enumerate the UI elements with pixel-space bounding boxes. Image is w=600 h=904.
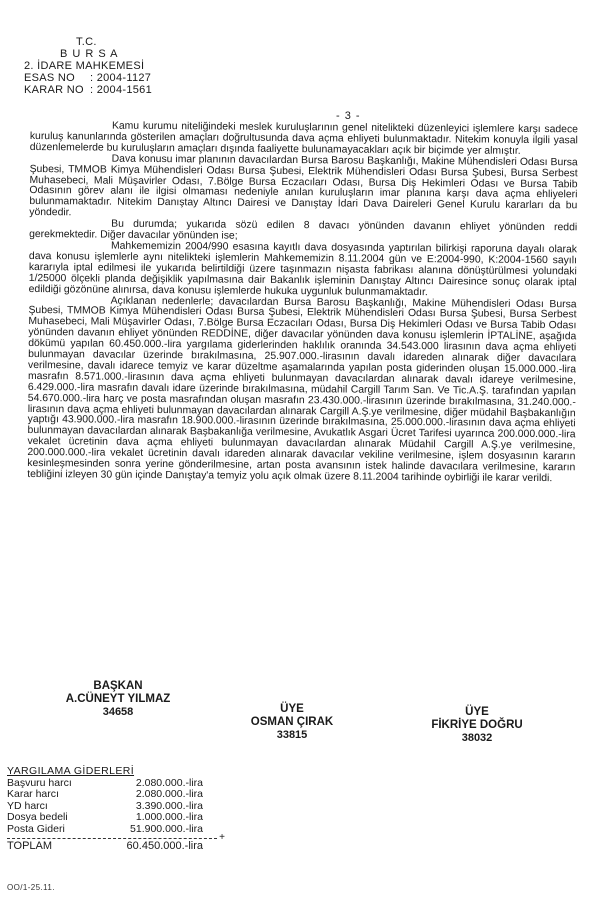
- cost-row: [7, 824, 227, 836]
- header-city: B U R S A: [60, 48, 119, 60]
- total-value: 60.450.000.-lira: [126, 839, 203, 852]
- signature-number: 34658: [102, 706, 134, 718]
- header-court: 2. İDARE MAHKEMESİ: [24, 60, 145, 72]
- cost-label: YD harcı: [7, 799, 48, 812]
- signature-role: BAŞKAN: [93, 680, 143, 692]
- paragraph: Dava konusu imar planının davacılardan Bursa Barosu Başkanlığı, Makine Mühendisleri Odası Bursa Şubesi, TMMOB Kimya Mühendisleri Odası Bursa Şubesi, Elektrik Mühendisleri Odası Bursa Şubesi, Bursa Serbest Muhasebeci, Mali Müşavirler Odası, 7.Bölge Bursa Eczacıları Odası, Bursa Diş Hekimleri Odası ve Bursa Tabib Odasının görev alanı ile ilgisi olmaması nedeniyle anılan kuruluşların imar planına karşı dava açma ehliyeleri bulunmamaktadır. Nitekim Danıştay Altıncı Dairesi ve Danıştay İdari Dava Daireleri Genel Kurulu kararları da bu yöndedir.: [29, 153, 578, 219]
- paragraph: Kamu kurumu niteliğindeki meslek kuruluşlarının genel nitelikteki düzenleyici işlemlere karşı sadece kuruluş kanunlarında gösterilen amaçları doğrultusunda dava açma ehliyeti bulunmaktadır. Nitekim konuyla ilgili yasal düzenlemelerde bu kuruluşların amaçları dışında faaliyette bulunamayacakları açık bir biçimde yer almıştır.: [29, 120, 578, 157]
- cost-label: Dosya bedeli: [7, 811, 68, 824]
- cost-value: 3.390.000.-lira: [135, 799, 203, 812]
- total-label: TOPLAM: [7, 839, 53, 852]
- paragraph: Bu durumda; yukarıda sözü edilen 8 davacı yönünden davanın ehliyet yönünden reddi gerekmektedir. Diğer davacılar yönünden ise;: [29, 218, 578, 242]
- signature-number: 33815: [276, 729, 308, 741]
- signature-role: ÜYE: [465, 706, 489, 718]
- signature-name: A.CÜNEYT YILMAZ: [65, 693, 171, 705]
- signature-member-2: [392, 706, 562, 745]
- footnote: OO/1-25.11.: [7, 883, 55, 892]
- signature-name: OSMAN ÇIRAK: [250, 716, 334, 728]
- cost-value: 51.900.000.-lira: [130, 822, 203, 835]
- paragraph: Açıklanan nedenlerle; davacılardan Bursa Barosu Başkanlığı, Makine Mühendisleri Odası Bursa Şubesi, TMMOB Kimya Mühendisleri Odası Bursa Şubesi, Elektrik Mühendisleri Odası Bursa Şubesi, Bursa Serbest Muhasebeci, Mali Müşavirler Odası, 7.Bölge Bursa Eczacıları Odası, Bursa Diş Hekimleri Odası ve Bursa Tabib Odası yönünden davanın ehliyet yönünden REDDİNE, diğer davacılar yönünden dava konusu işlemlerin İPTALİNE, aşağıda dökümü yapılan 60.450.000.-lira yargılama giderlerinden haklılık oranında 34.543.000 lirasının dava açma ehliyeti bulunmayan davacılar üzerinde bırakılmasına, 25.907.000.-lirasının davalı idareden alınarak diğer davacılara verilmesine, davalı idarece temyiz ve karar düzeltme aşamalarında yapılan posta giderinden oluşan 15.000.000.-lira masrafın 8.571.000.-lirasının dava açma ehliyeti bulunmayan davacılardan alınarak davalı idareye verilmesine, 6.429.000.-lira masrafın davalı idare üzerinde bırakılmasına, müdahil Cargill Tarım San. Ve Tic.A.Ş. tarafından yapılan 54.670.000.-lira harç ve posta masrafından oluşan masrafın 23.430.000.-lirasının üzerinde bırakılmasına, 31.240.000.-lirasının dava açma ehliyeti bulunmayan davacılardan alınarak Cargill A.Ş.ye verilmesine, diğer müdahil Başbakanlığın yaptığı 43.900.000.-lira masrafın 18.900.000.-lirasının üzerinde bırakılmasına, 25.000.000.-lirasının dava açma ehliyeti bulunmayan davacılardan alınarak Başbakanlığa verilmesine, Avukatlık Asgari Ücret Tarifesi uyarınca 200.000.000.-lira vekalet ücretinin dava açma ehliyeti bulunmayan davacılardan alınarak Müdahil Cargill A.Ş.ye verilmesine, 200.000.000.-lira vekalet ücretinin davalı idareden alınarak davacılar vekiline verilmesine, işlem dosyasının kararın kesinleşmesinden sonra yerine gönderilmesine, artan posta avansının istek halinde davacılara verilmesine, kararın tebliğini izleyen 30 gün içinde Danıştay'a temyiz yolu açık olmak üzere 8.11.2004 tarihinde oybirliği ile karar verildi.: [27, 295, 577, 485]
- esas-value: : 2004-1127: [90, 72, 152, 84]
- cost-total-row: [7, 841, 227, 853]
- cost-label: Posta Gideri: [7, 822, 65, 835]
- costs-divider: [7, 831, 225, 843]
- karar-label: KARAR NO: [24, 84, 84, 96]
- page-number: - 3 -: [336, 110, 361, 122]
- karar-row: [24, 84, 152, 96]
- decision-body: [27, 121, 578, 485]
- signature-name: FİKRİYE DOĞRU: [431, 719, 523, 731]
- cost-value: 2.080.000.-lira: [135, 776, 203, 789]
- costs-table: [7, 766, 227, 852]
- signature-role: ÜYE: [280, 703, 304, 715]
- esas-label: ESAS NO: [24, 72, 76, 84]
- signature-chairman: [28, 680, 208, 719]
- costs-title: YARGILAMA GİDERLERİ: [7, 765, 135, 777]
- cost-label: Karar harcı: [7, 788, 59, 801]
- karar-value: : 2004-1561: [90, 84, 153, 96]
- esas-row: [24, 72, 151, 84]
- signature-number: 38032: [461, 732, 493, 744]
- plus-sign: +: [219, 831, 225, 843]
- signature-member-1: [212, 703, 372, 742]
- cost-value: 2.080.000.-lira: [135, 788, 203, 801]
- header-tc: T.C.: [76, 36, 97, 48]
- cost-value: 1.000.000.-lira: [135, 811, 203, 824]
- paragraph: Mahkememizin 2004/990 esasına kayıtlı dava dosyasında yaptırılan bilirkişi raporuna dayalı olarak dava konusu işlemlerle aynı nitelikteki işlemlerin Mahkememizin 8.11.2004 gün ve E:2004-990, K:2004-1560 sayılı kararıyla iptal edilmesi ile yukarıda belirtildiği üzere taşınmazın nişasta fabrikası alanına dönüştürülmesi yolundaki 1/25000 ölçekli planda değişiklik yapılmasına dair Bakanlık işleminin Danıştay Altıncı Dairesince sonuç olarak iptal edildiği gözönüne alınırsa, dava konusu işlemlerde hukuka uygunluk bulunmamaktadır.: [28, 240, 578, 298]
- cost-label: Başvuru harcı: [7, 776, 72, 789]
